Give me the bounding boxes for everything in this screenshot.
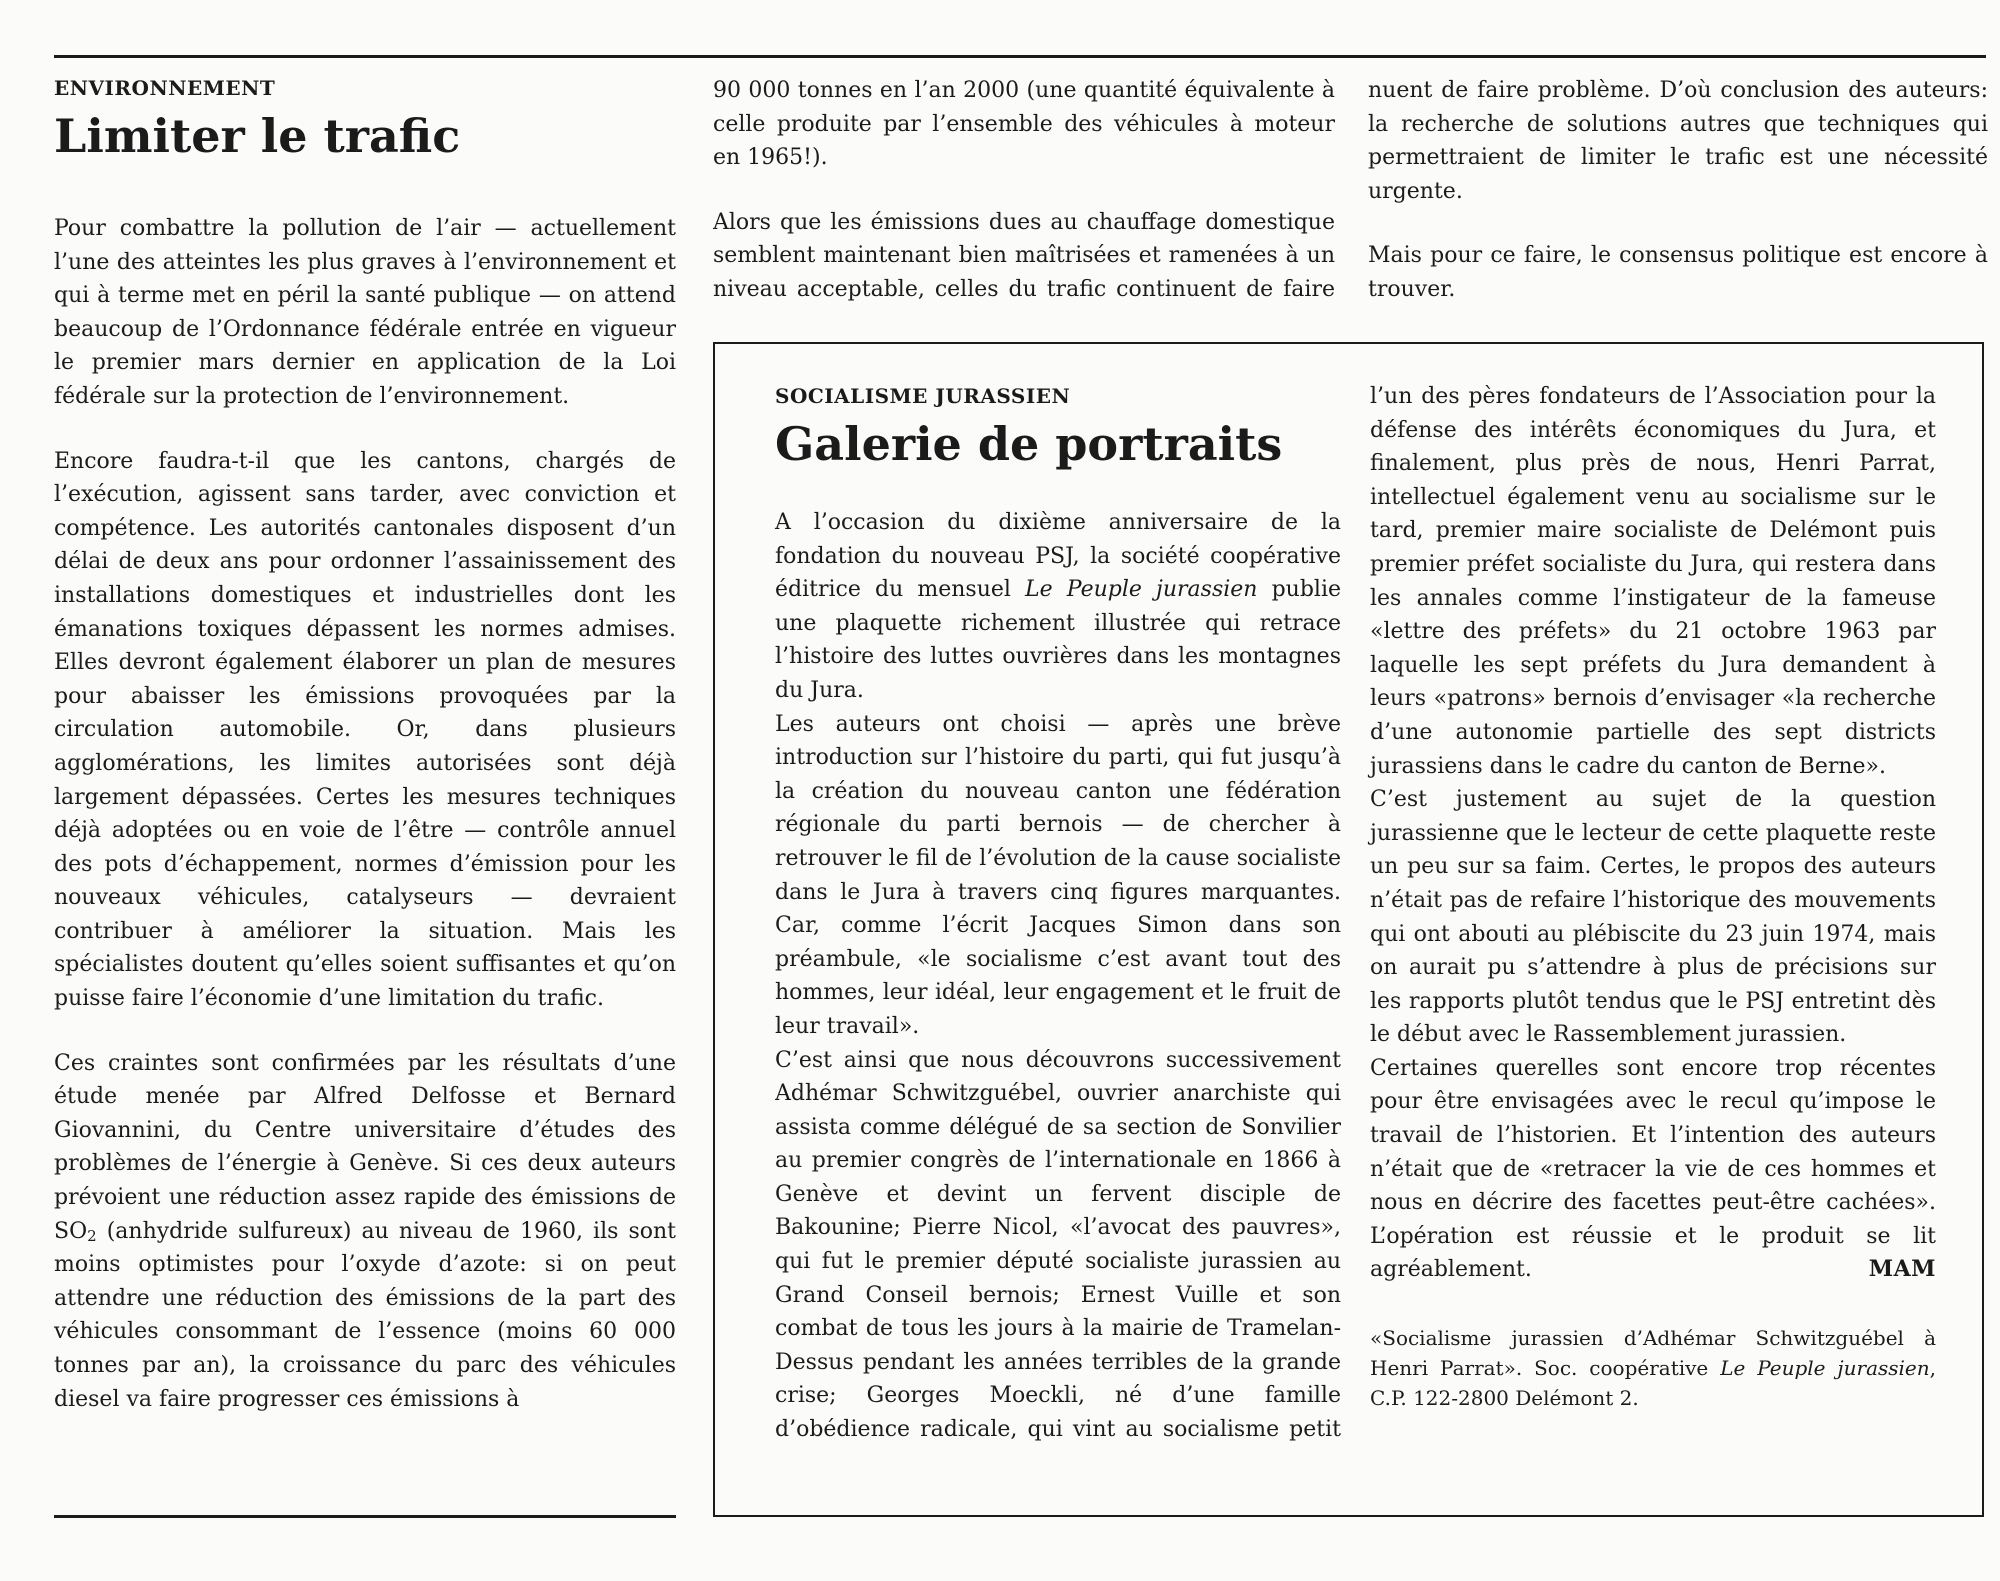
env-headline: Limiter le trafic bbox=[54, 109, 461, 163]
env-paragraph-5-cont: nuent de faire problème. D’où conclusion des auteurs: la recherche de solutions autres que techniques qui permettraient de limiter le trafic est une nécessité urgente. bbox=[1368, 78, 1988, 204]
top-rule bbox=[54, 55, 1986, 58]
soc-column-1 bbox=[775, 384, 1341, 1447]
sidebar-box bbox=[713, 342, 1984, 1517]
soc-paragraph-1: A l’occasion du dixième anniversaire de la fondation du nouveau PSJ, la société coopérative éditrice du mensuel Le Peuple jurassien publie une plaquette richement illustrée qui retrace l’histoire des luttes ouvrières dans les montagnes du Jura. bbox=[775, 510, 1342, 703]
env-kicker: ENVIRONNEMENT bbox=[54, 76, 276, 100]
soc-paragraph-4: C’est justement au sujet de la question jurassienne que le lecteur de cette plaquette reste un peu sur sa faim. Certes, le propos des auteurs n’était pas de refaire l’historique des mouvements qui ont abouti au plébiscite du 23 juin 1974, mais on aurait pu s’attendre à plus de précisions sur les rapports plutôt tendus que le PSJ entretint dès le début avec le Rassemblement jurassien. bbox=[1370, 787, 1936, 1048]
env-column-1 bbox=[54, 76, 676, 1416]
soc-paragraph-3-cont: l’un des pères fondateurs de l’Association pour la défense des intérêts économiques du Jura, et finalement, plus près de nous, Henri Parrat, intellectuel également venu au socialisme sur le tard, premier maire socialiste de Delémont puis premier préfet socialiste du Jura, qui restera dans les annales comme l’instigateur de la fameuse «lettre des préfets» du 21 octobre 1963 par laquelle les sept préfets du Jura demandent à leurs «patrons» bernois d’envisager «la recherche d’une autonomie partielle des sept districts jurassiens dans le cadre du canton de Berne». bbox=[1370, 384, 1936, 779]
env-paragraph-6: Mais pour ce faire, le consensus politique est encore à trouver. bbox=[1368, 243, 1988, 302]
env-column-3 bbox=[1368, 74, 1988, 307]
signature: MAM bbox=[1868, 1256, 1936, 1283]
env-paragraph-2: Encore faudra-t-il que les cantons, chargés de l’exécution, agissent sans tarder, avec conviction et compétence. Les autorités cantonales disposent d’un délai de deux ans pour ordonner l’assainissement des installations domestiques et industrielles dont les émanations toxiques dépassent les normes admises. Elles devront également élaborer un plan de mesures pour abaisser les émissions provoquées par la circulation automobile. Or, dans plusieurs agglomérations, les limites autorisées sont déjà largement dépassées. Certes les mesures techniques déjà adoptées ou en voie de l’être — contrôle annuel des pots d’échappement, normes d’émission pour les nouveaux véhicules, catalyseurs — devraient contribuer à améliorer la situation. Mais les spécialistes doutent qu’elles soient suffisantes et qu’on puisse faire l’économie d’une limitation du trafic. bbox=[54, 448, 676, 1012]
env-paragraph-4: 90 000 tonnes en l’an 2000 (une quantité équivalente à celle produite par l’ensemble des véhicules à moteur en 1965!). bbox=[713, 78, 1335, 171]
env-paragraph-1: Pour combattre la pollution de l’air — actuellement l’une des atteintes les plus graves à l’environnement et qui à terme met en péril la santé publique — on attend beaucoup de l’Ordonnance fédérale entrée en vigueur le premier mars dernier en application de la Loi fédérale sur la protection de l’environnement. bbox=[54, 216, 676, 409]
env-paragraph-3: Ces craintes sont confirmées par les résultats d’une étude menée par Alfred Delfosse et Bernard Giovannini, du Centre universitaire d’études des problèmes de l’énergie à Genève. Si ces deux auteurs prévoient une réduction assez rapide des émissions de $SO_2$ (anhydride sulfureux) au niveau de 1960, ils sont moins optimistes pour l’oxyde d’azote: si on peut attendre une réduction des émissions de la part des véhicules consommant de l’essence (moins 60 000 tonnes par an), la croissance du parc des véhicules diesel va faire progresser ces émissions à bbox=[54, 1050, 676, 1412]
soc-paragraph-2: Les auteurs ont choisi — après une brève introduction sur l’histoire du parti, qui fut jusqu’à la création du nouveau canton une fédération régionale du parti bernois — de chercher à retrouver le fil de l’évolution de la cause socialiste dans le Jura à travers cinq figures marquantes. Car, comme l’écrit Jacques Simon dans son préambule, «le socialisme c’est avant tout des hommes, leur idéal, leur engagement et le fruit de leur travail». bbox=[775, 711, 1341, 1039]
soc-paragraph-3: C’est ainsi que nous découvrons successivement Adhémar Schwitzguébel, ouvrier anarchiste qui assista comme délégué de sa section de Sonvilier au premier congrès de l’internationale en 1866 à Genève et devint un fervent disciple de Bakounine; Pierre Nicol, «l’avocat des pauvres», qui fut le premier député socialiste jurassien au Grand Conseil bernois; Ernest Vuille et son combat de tous les jours à la mairie de Tramelan-Dessus pendant les années terribles de la grande crise; Georges Moeckli, né d’une famille d’obédience radicale, qui vint au socialisme petit bbox=[775, 1047, 1341, 1443]
bottom-rule-left bbox=[54, 1515, 676, 1518]
soc-column-2 bbox=[1370, 380, 1936, 1413]
soc-kicker: SOCIALISME JURASSIEN bbox=[775, 384, 1071, 408]
soc-paragraph-5: Certaines querelles sont encore trop récentes pour être envisagées avec le recul qu’impose le travail de l’historien. Et l’intention des auteurs n’était que de «retracer la vie de ces hommes et nous en décrire des facettes peut-être cachées». L’opération est réussie et le produit se lit agréablement. MAM bbox=[1370, 1052, 1936, 1287]
env-paragraph-5: Alors que les émissions dues au chauffage domestique semblent maintenant bien maîtrisées et ramenées à un niveau acceptable, celles du trafic continuent de faire bbox=[713, 209, 1335, 302]
soc-headline: Galerie de portraits bbox=[775, 417, 1283, 471]
book-credit: «Socialisme jurassien d’Adhémar Schwitzguébel à Henri Parrat». Soc. coopérative Le Peuple jurassien, C.P. 122-2800 Delémont 2. bbox=[1370, 1326, 1936, 1411]
env-column-2 bbox=[713, 74, 1335, 307]
